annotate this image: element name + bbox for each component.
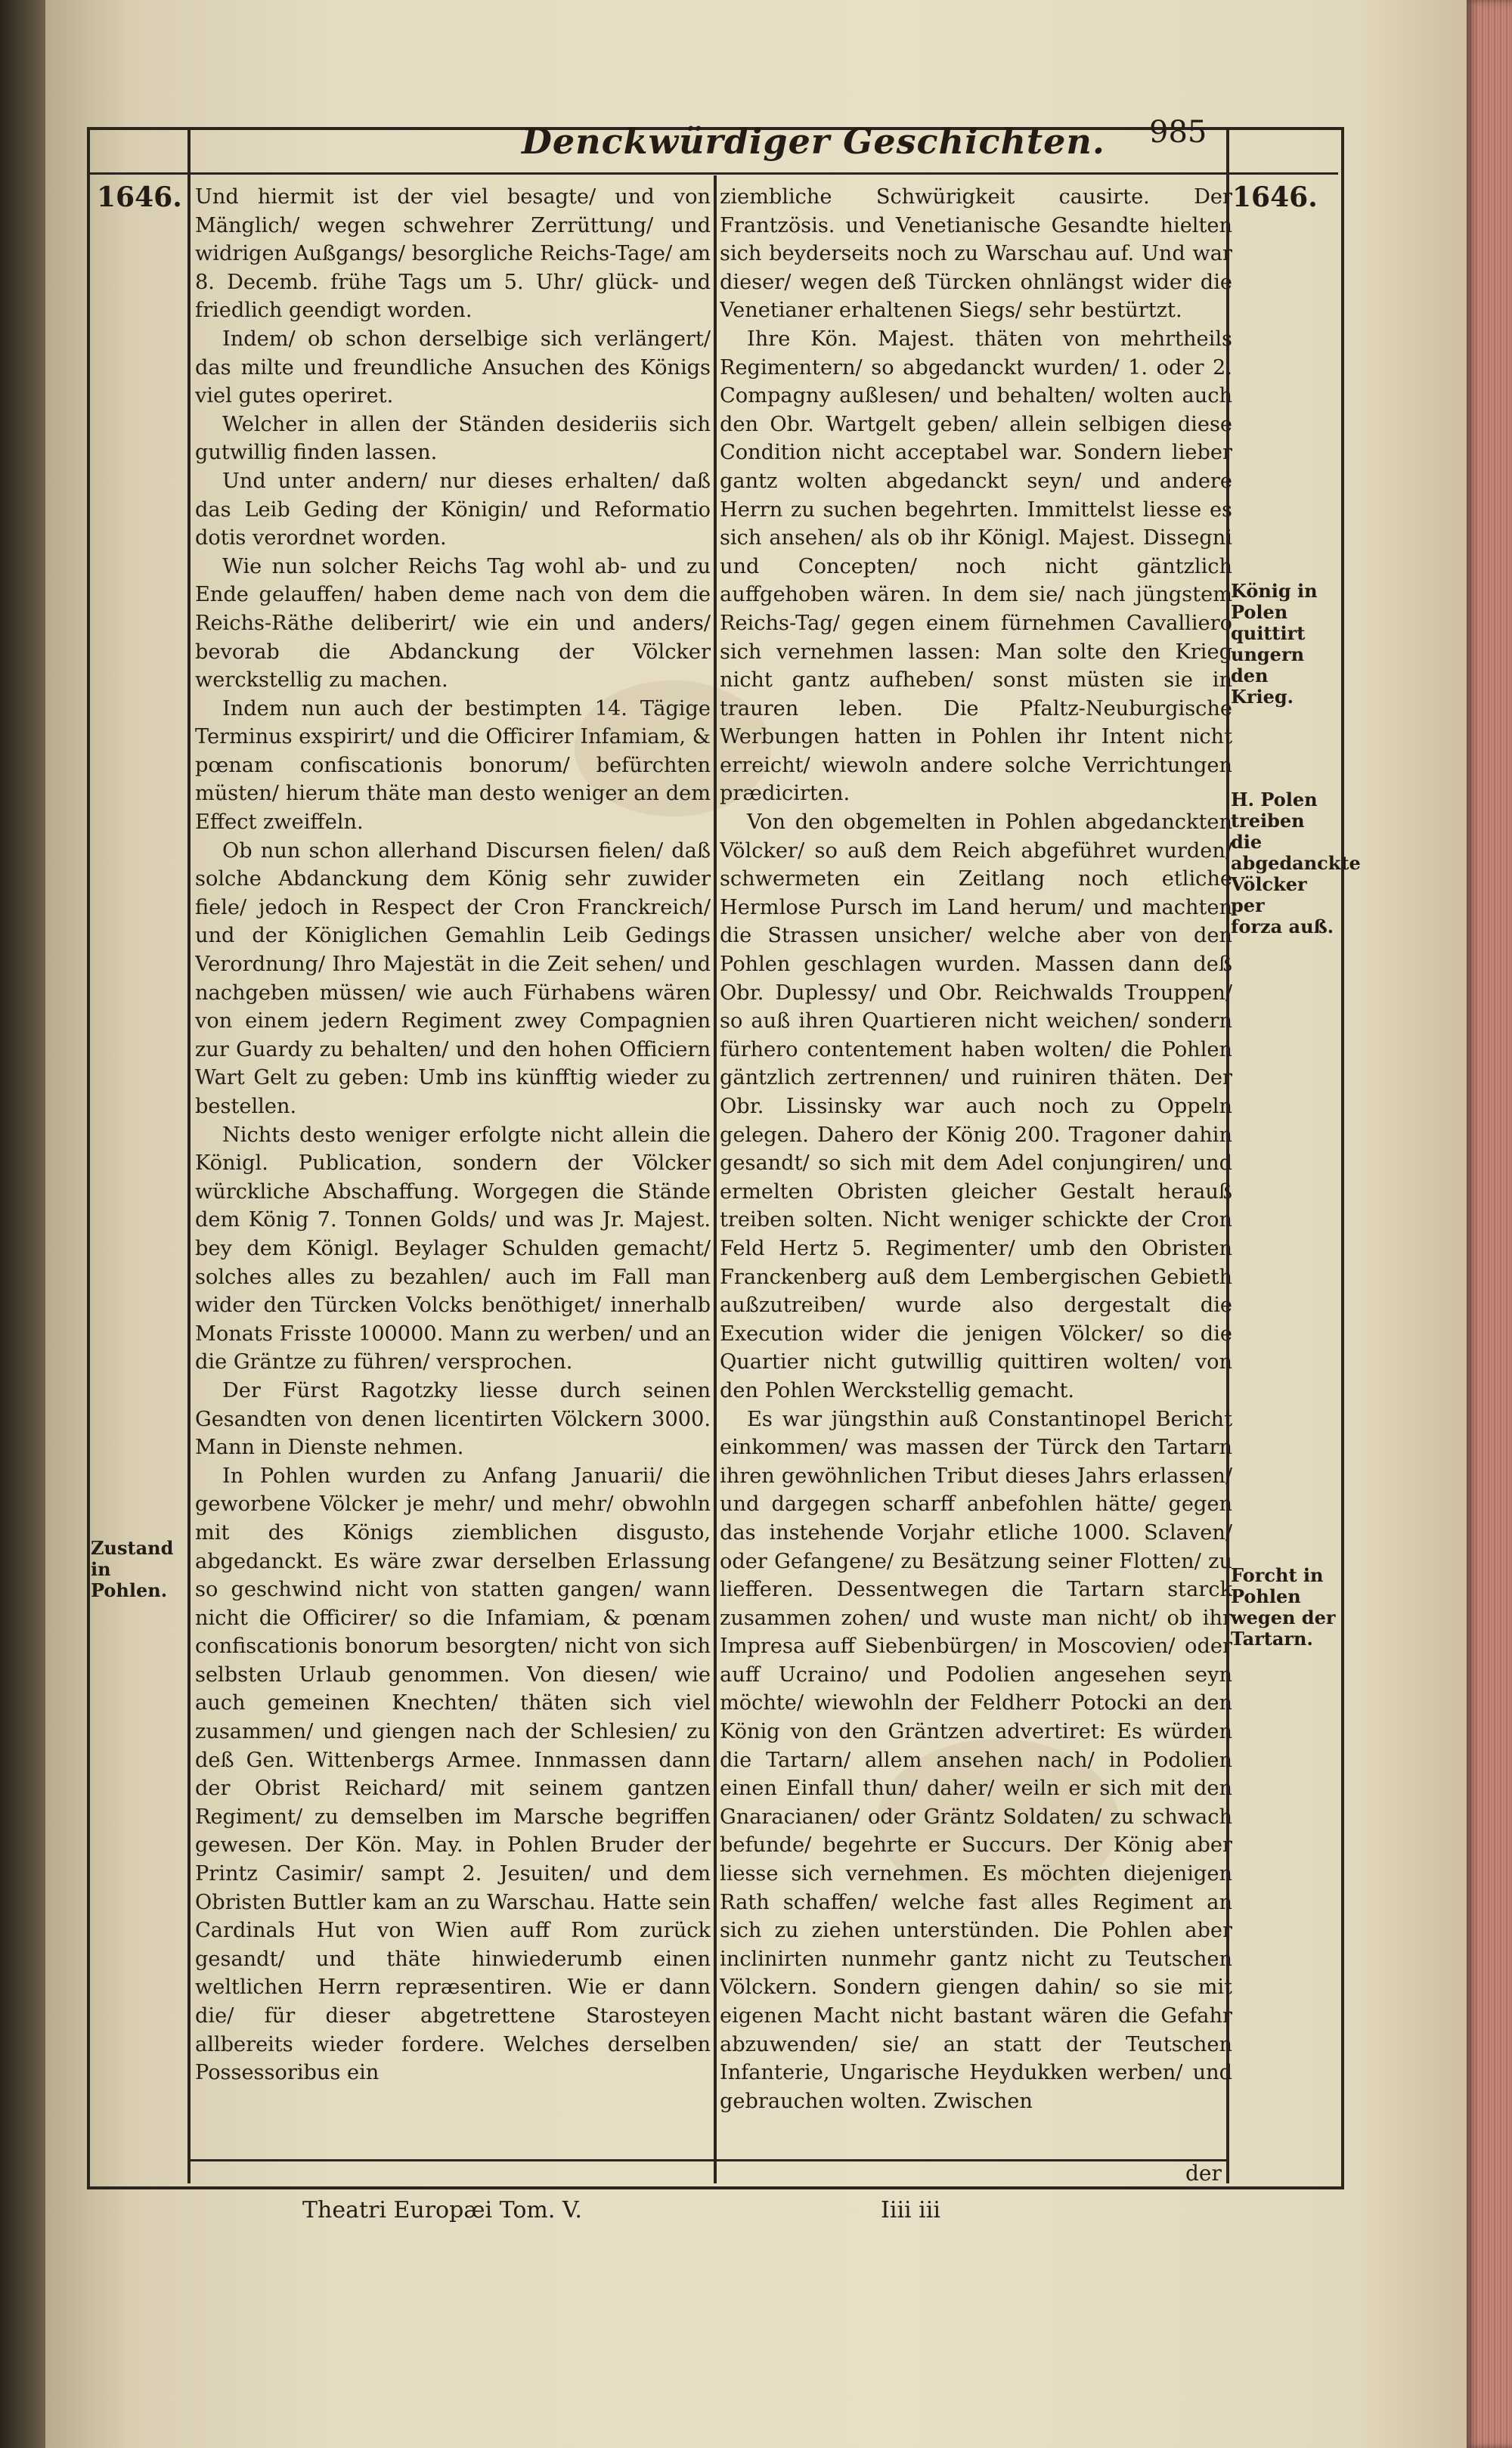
margin-note-poles-expel [1231,789,1361,937]
paragraph: Und hiermit ist der viel besagte/ und von Mänglich/ wegen schwehrer Zerrüttung/ und widrigen Außgangs/ besorgliche Reichs-Tage/ am 8. Decemb. frühe Tags um 5. Uhr/ glück- und friedlich geendigt worden. [195,185,711,323]
right-text-column [720,183,1232,2159]
volume-footer: Theatri Europæi Tom. V. [302,2197,582,2223]
margin-note-king-peace [1231,581,1337,708]
left-margin-rule [187,127,191,2183]
margin-note-line: den Krieg. [1231,665,1294,708]
catchword: der [1185,2161,1222,2186]
paragraph: Welcher in allen der Ständen desideriis sich gutwillig finden lassen. [195,412,711,465]
margin-note-line: Pohlen wegen der Tartarn. [1231,1585,1336,1650]
footer-rule [187,2159,1226,2161]
paragraph: Der Fürst Ragotzky liesse durch seinen Gesandten von denen licentirten Völckern 3000. Mann in Dienste nehmen. [195,1378,711,1460]
paragraph: Von den obgemelten in Pohlen abgedanckten Völcker/ so auß dem Reich abgeführet wurden/ schwermeten ein Zeitlang noch etliche Hermlose Pursch im Land herum/ und machten die Strassen unsicher/ welche aber von den Pohlen geschlagen wurden. Massen dann deß Obr. Duplessy/ und Obr. Reichwalds Trouppen/ so auß ihren Quartieren nicht weichen/ sondern fürhero contentement haben wolten/ die Pohlen gäntzlich zertrennen/ und ruiniren thäten. Der Obr. Lissinsky war auch noch zu Oppeln gelegen. Dahero der König 200. Tragoner dahin gesandt/ so sich mit dem Adel conjungiren/ und ermelten Obristen gleicher Gestalt herauß treiben solten. Nicht weniger schickte der Cron Feld Hertz 5. Regimenter/ umb den Obristen Franckenberg auß dem Lembergischen Gebieth außzutreiben/ wurde also dergestalt die Execution wider die jenigen Völcker/ so die Quartier nicht gutwillig quittiren wolten/ von den Pohlen Werckstellig gemacht. [720,810,1232,1402]
paragraph: Es war jüngsthin auß Constantinopel Bericht einkommen/ was massen der Türck den Tartarn ihren gewöhnlichen Tribut dieses Jahrs erlassen/ und dargegen scharff anbefohlen hätte/ gegen das instehende Vorjahr etliche 1000. Sclaven/ oder Gefangene/ zu Besätzung seiner Flotten/ zu liefferen. Dessentwegen die Tartarn starck zusammen zohen/ und wuste man nicht/ ob ihr Impresa auff Siebenbürgen/ in Moscovien/ oder auff Ucraino/ und Podolien angesehen seyn möchte/ wiewohln der Feldherr Potocki an den König von den Gräntzen advertiret: Es würden die Tartarn/ allem ansehen nach/ in Podolien einen Einfall thun/ daher/ weiln er sich mit den Gnaracianen/ oder Gräntz Soldaten/ zu schwach befunde/ begehrte er Succurs. Der König aber liesse sich vernehmen. Es möchten diejenigen Rath schaffen/ welche fast alles Regiment an sich zu ziehen unterstünden. Die Pohlen aber inclinirten nunmehr gantz nicht zu Teutschen Völckern. Sondern giengen dahin/ so sie mit eigenen Macht nicht bastant wären die Gefahr abzuwenden/ sie/ an statt der Teutschen Infanterie, Ungarische Heydukken werben/ und gebrauchen wolten. Zwischen [720,1407,1232,2113]
margin-note-line: forza auß. [1231,916,1334,937]
left-text-column [195,183,711,2159]
margin-note-line: Pohlen. [91,1579,168,1601]
margin-note-line: Polen quittirt ungern [1231,601,1306,665]
column-divider-rule [714,175,717,2183]
paragraph: Nichts desto weniger erfolgte nicht allein die Königl. Publication, sondern der Völcker würckliche Abschaffung. Worgegen die Stände dem König 7. Tonnen Golds/ und was Jr. Majest. bey dem Königl. Beylager Schulden gemacht/ solches alles zu bezahlen/ auch im Fall man wider den Türcken Volcks benöthiget/ innerhalb Monats Frisste 100000. Mann zu werben/ und an die Gräntze zu führen/ versprochen. [195,1123,711,1374]
margin-note-line: abgedanckte [1231,852,1361,874]
header-rule [87,172,1338,175]
year-right: 1646. [1232,181,1318,213]
margin-note-poland-state [91,1538,189,1601]
year-left: 1646. [97,181,182,213]
paragraph: ziembliche Schwürigkeit causirte. Der Frantzösis. und Venetianische Gesandte hielten sich beyderseits noch zu Warschau auf. Und war dieser/ wegen deß Türcken ohnlängst wider die Venetianer erhaltenen Siegs/ sehr bestürtzt. [720,185,1232,323]
margin-note-line: Forcht in [1231,1564,1324,1586]
paragraph: Ihre Kön. Majest. thäten von mehrtheils Regimentern/ so abgedanckt wurden/ 1. oder 2. Compagny außlesen/ und behalten/ wolten auch den Obr. Wartgelt geben/ allein selbigen diese Condition nicht acceptabel war. Sondern lieber gantz wolten abgedanckt seyn/ und andere Herrn zu suchen begehrten. Immittelst liesse es sich ansehen/ als ob ihr Königl. Majest. Dissegni und Concepten/ noch nicht gäntzlich auffgehoben wären. In dem sie/ nach jüngstem Reichs-Tag/ gegen einem fürnehmen Cavalliero sich vernehmen lassen: Man solte den Krieg nicht gantz aufheben/ sonst müsten sie in trauren leben. Die Pfaltz-Neuburgische Werbungen hatten in Pohlen ihr Intent nicht erreicht/ wiewoln andere solche Verrichtungen prædicirten. [720,327,1232,806]
margin-note-tartar-fear [1231,1565,1337,1650]
margin-note-line: Zustand in [91,1537,174,1580]
margin-note-line: Völcker per [1231,873,1307,916]
page-number: 985 [1149,115,1207,150]
margin-note-line: treiben die [1231,810,1305,853]
paragraph: Wie nun solcher Reichs Tag wohl ab- und zu Ende gelauffen/ haben deme nach von dem die Reichs-Räthe deliberirt/ wie ein und anders/ bevorab die Abdanckung der Völcker werckstellig zu machen. [195,554,711,693]
margin-note-line: H. Polen [1231,789,1318,810]
page-edges [1467,0,1512,2448]
running-head-title: Denckwürdiger Geschichten. [522,121,1105,162]
paragraph: Ob nun schon allerhand Discursen fielen/ daß solche Abdanckung dem König sehr zuwider fiele/ jedoch in Respect der Cron Franckreich/ und der Königlichen Gemahlin Leib Gedings Verordnung/ Ihro Majestät in die Zeit sehen/ und nachgeben müssen/ wie auch Fürhabens wären von einem jedern Regiment zwey Compagnien zur Guardy zu behalten/ und den hohen Officiern Wart Gelt zu geben: Umb ins künfftig wieder zu bestellen. [195,838,711,1118]
paragraph: Indem nun auch der bestimpten 14. Tägige Terminus exspirirt/ und die Officirer Infamiam, & pœnam confiscationis bonorum/ befürchten müsten/ hierum thäte man desto weniger an dem Effect zweiffeln. [195,696,711,835]
signature-mark: Iiii iii [881,2197,940,2223]
paragraph: In Pohlen wurden zu Anfang Januarii/ die geworbene Völcker je mehr/ und mehr/ obwohln mit des Königs ziemblichen disgusto, abgedanckt. Es wäre zwar derselben Erlassung so geschwind nicht von statten gangen/ wann nicht die Officirer/ so die Infamiam, & pœnam confiscationis bonorum besorgten/ nicht von sich selbsten Urlaub genommen. Von diesen/ wie auch gemeinen Knechten/ thäten sich viel zusammen/ und giengen nach der Schlesien/ zu deß Gen. Wittenbergs Armee. Innmassen dann der Obrist Reichard/ mit seinem gantzen Regiment/ zu demselben im Marsche begriffen gewesen. Der Kön. May. in Pohlen Bruder der Printz Casimir/ sampt 2. Jesuiten/ und dem Obristen Buttler kam an zu Warschau. Hatte sein Cardinals Hut von Wien auff Rom zurück gesandt/ und thäte hinwiederumb einen weltlichen Herrn repræsentiren. Wie er dann die/ für dieser abgetrettene Starosteyen allbereits wieder fordere. Welches derselben Possessoribus ein [195,1464,711,2085]
paragraph: Indem/ ob schon derselbige sich verlängert/ das milte und freundliche Ansuchen des Königs viel gutes operiret. [195,327,711,408]
margin-note-line: König in [1231,580,1318,602]
paragraph: Und unter andern/ nur dieses erhalten/ daß das Leib Geding der Königin/ und Reformatio dotis verordnet worden. [195,469,711,550]
